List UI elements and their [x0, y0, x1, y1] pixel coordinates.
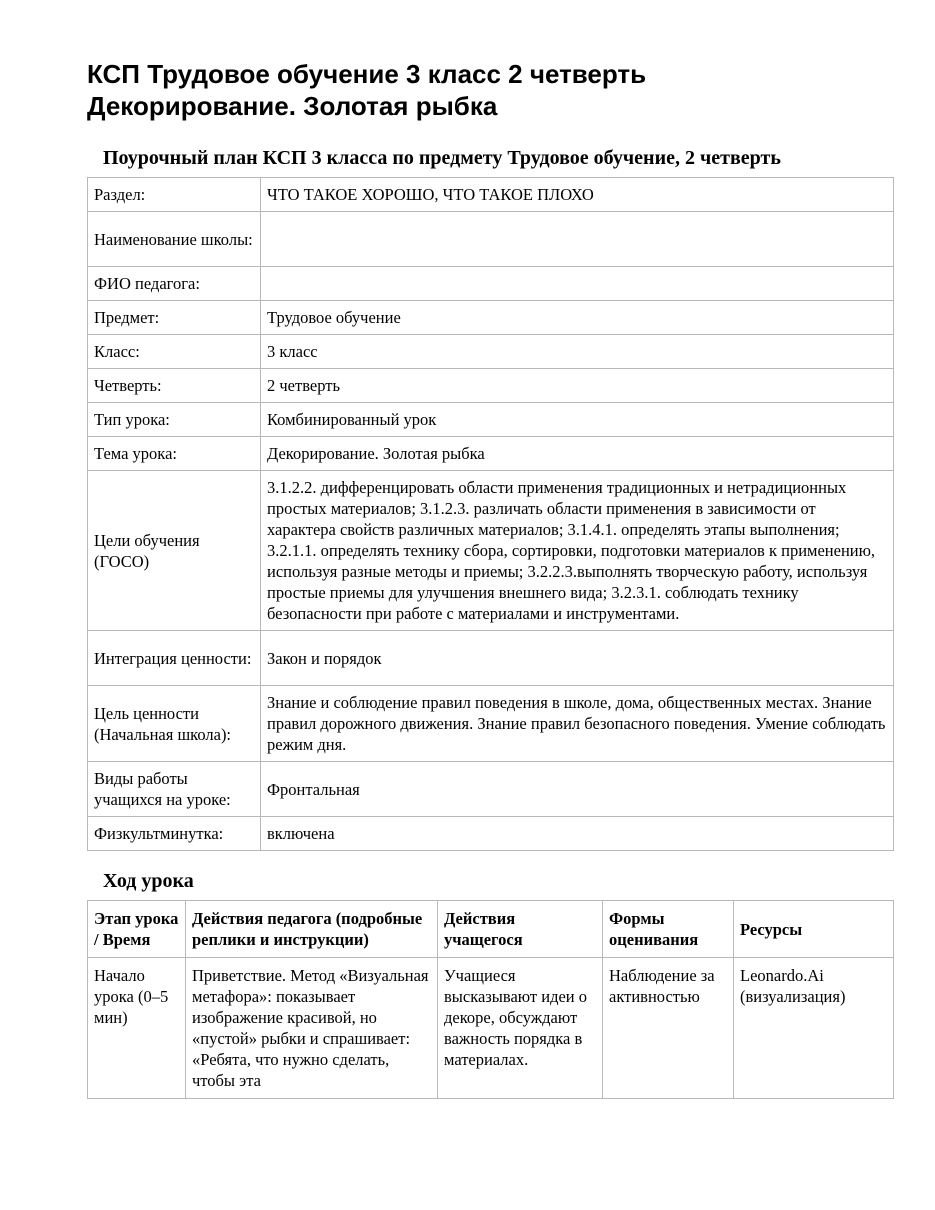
info-value: Фронтальная	[261, 762, 894, 817]
table-row	[88, 403, 894, 437]
document-title-line-2: Декорирование. Золотая рыбка	[87, 91, 498, 121]
info-label: Тема урока:	[88, 437, 261, 471]
table-row	[88, 762, 894, 817]
info-label: Четверть:	[88, 369, 261, 403]
table-row	[88, 301, 894, 335]
info-value: ЧТО ТАКОЕ ХОРОШО, ЧТО ТАКОЕ ПЛОХО	[261, 178, 894, 212]
table-row	[88, 437, 894, 471]
plan-heading: Поурочный план КСП 3 класса по предмету Трудовое обучение, 2 четверть	[103, 147, 781, 169]
lesson-progress-heading: Ход урока	[103, 870, 194, 892]
document-page	[87, 58, 893, 1099]
info-label: ФИО педагога:	[88, 267, 261, 301]
table-row	[88, 631, 894, 686]
table-row	[88, 369, 894, 403]
column-header-assessment: Формы оценивания	[603, 901, 734, 958]
info-value	[261, 212, 894, 267]
info-value: 3.1.2.2. дифференцировать области применения традиционных и нетрадиционных простых материалов; 3.1.2.3. различать области применения в зависимости от характера свойств различных материалов; 3.1.4.1. определять этапы выполнения; 3.2.1.1. определять технику сбора, сортировки, подготовки материалов к применению, используя разные методы и приемы; 3.2.2.3.выполнять творческую работу, используя простые приемы для улучшения внешнего вида; 3.2.3.1. соблюдать технику безопасности при работе с материалами и инструментами.	[261, 471, 894, 631]
info-label: Цели обучения (ГОСО)	[88, 471, 261, 631]
table-row	[88, 212, 894, 267]
document-title-line-1: КСП Трудовое обучение 3 класс 2 четверть	[87, 59, 647, 89]
table-header-row	[88, 901, 894, 958]
info-label: Виды работы учащихся на уроке:	[88, 762, 261, 817]
info-label: Наименование школы:	[88, 212, 261, 267]
table-row	[88, 817, 894, 851]
cell-resources: Leonardo.Ai (визуализация)	[734, 958, 894, 1099]
lesson-info-table	[87, 177, 894, 851]
info-value: включена	[261, 817, 894, 851]
cell-stage: Начало урока (0–5 мин)	[88, 958, 186, 1099]
info-value: Знание и соблюдение правил поведения в школе, дома, общественных местах. Знание правил дорожного движения. Знание правил безопасного поведения. Умение соблюдать режим дня.	[261, 686, 894, 762]
table-row	[88, 686, 894, 762]
info-value: 2 четверть	[261, 369, 894, 403]
info-label: Цель ценности (Начальная школа):	[88, 686, 261, 762]
info-label: Интеграция ценности:	[88, 631, 261, 686]
lesson-progress-table	[87, 900, 894, 1099]
info-value: 3 класс	[261, 335, 894, 369]
column-header-student-actions: Действия учащегося	[438, 901, 603, 958]
info-value: Трудовое обучение	[261, 301, 894, 335]
info-value: Закон и порядок	[261, 631, 894, 686]
cell-student-actions: Учащиеся высказывают идеи о декоре, обсуждают важность порядка в материалах.	[438, 958, 603, 1099]
info-label: Тип урока:	[88, 403, 261, 437]
info-value: Комбинированный урок	[261, 403, 894, 437]
column-header-stage: Этап урока / Время	[88, 901, 186, 958]
info-label: Класс:	[88, 335, 261, 369]
cell-assessment: Наблюдение за активностью	[603, 958, 734, 1099]
column-header-resources: Ресурсы	[734, 901, 894, 958]
table-row	[88, 178, 894, 212]
table-row	[88, 267, 894, 301]
info-value	[261, 267, 894, 301]
info-label: Предмет:	[88, 301, 261, 335]
info-label: Физкультминутка:	[88, 817, 261, 851]
info-label: Раздел:	[88, 178, 261, 212]
info-value: Декорирование. Золотая рыбка	[261, 437, 894, 471]
table-row	[88, 471, 894, 631]
document-title	[87, 58, 893, 122]
cell-teacher-actions: Приветствие. Метод «Визуальная метафора»: показывает изображение красивой, но «пустой» рыбки и спрашивает: «Ребята, что нужно сделать, чтобы эта	[186, 958, 438, 1099]
table-row	[88, 335, 894, 369]
table-row	[88, 958, 894, 1099]
column-header-teacher-actions: Действия педагога (подробные реплики и инструкции)	[186, 901, 438, 958]
